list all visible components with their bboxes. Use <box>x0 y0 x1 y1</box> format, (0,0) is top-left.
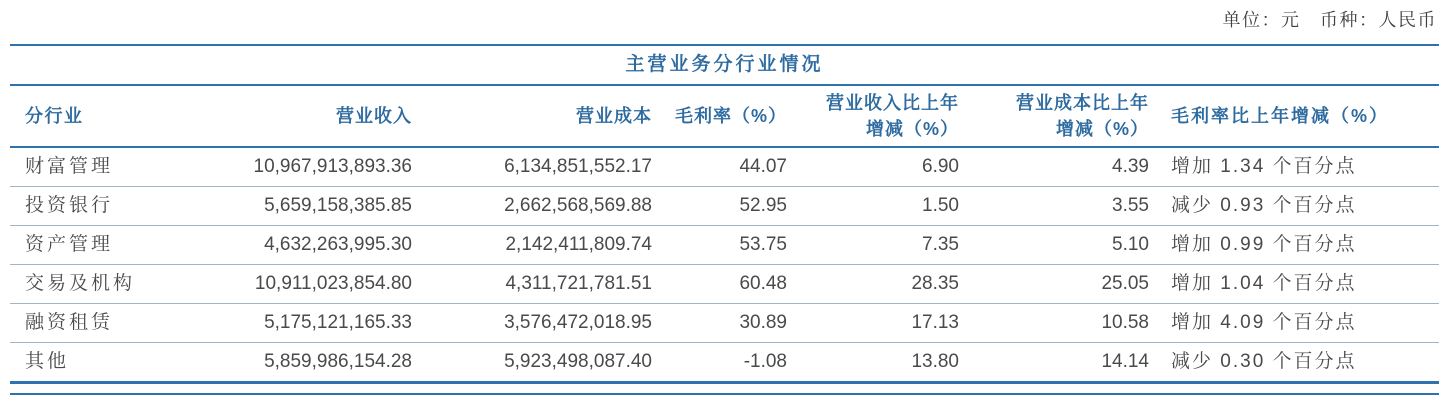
cell-cost-yoy-change: 5.10 <box>1112 234 1149 255</box>
cell-gross-margin: 30.89 <box>739 312 787 333</box>
cell-cost-yoy-change: 25.05 <box>1101 273 1149 294</box>
cell-margin-yoy-change: 增加 1.04 个百分点 <box>1171 273 1357 294</box>
cell-revenue-yoy-change: 13.80 <box>911 351 959 372</box>
cell-cost-yoy-change: 3.55 <box>1112 195 1149 216</box>
cell-gross-margin: 52.95 <box>739 195 787 216</box>
cell-margin-yoy-change: 增加 0.99 个百分点 <box>1171 234 1357 255</box>
cell-revenue-yoy-change: 17.13 <box>911 312 959 333</box>
cell-revenue: 5,859,986,154.28 <box>264 351 412 372</box>
cell-industry: 融资租赁 <box>25 312 114 333</box>
cell-gross-margin: 44.07 <box>739 156 787 177</box>
cell-revenue: 5,175,121,165.33 <box>264 312 412 333</box>
cell-gross-margin: -1.08 <box>743 351 787 372</box>
table-row-trading-institutional <box>10 265 1439 304</box>
header-gross-margin: 毛利率（%） <box>674 105 787 126</box>
table-row-financial-leasing <box>10 304 1439 343</box>
cell-operating-cost: 2,662,568,569.88 <box>504 195 652 216</box>
table-title: 主营业务分行业情况 <box>10 46 1439 86</box>
header-operating-cost: 营业成本 <box>576 105 652 126</box>
cell-operating-cost: 2,142,411,809.74 <box>505 234 652 255</box>
header-industry: 分行业 <box>25 105 84 126</box>
header-cost-yoy-change-label: 营业成本比上年增减（%） <box>1016 92 1149 139</box>
table-row-wealth-management <box>10 148 1439 187</box>
cell-revenue-yoy-change: 6.90 <box>922 156 959 177</box>
cell-revenue-yoy-change: 28.35 <box>911 273 959 294</box>
cell-margin-yoy-change: 增加 1.34 个百分点 <box>1171 156 1357 177</box>
industry-breakdown-table <box>10 44 1439 384</box>
cell-revenue: 5,659,158,385.85 <box>264 195 412 216</box>
cell-industry: 投资银行 <box>25 195 114 216</box>
cell-operating-cost: 3,576,472,018.95 <box>504 312 652 333</box>
cell-revenue: 10,911,023,854.80 <box>254 273 412 294</box>
cell-revenue: 10,967,913,893.36 <box>253 156 412 177</box>
cell-cost-yoy-change: 10.58 <box>1101 312 1149 333</box>
cell-margin-yoy-change: 增加 4.09 个百分点 <box>1171 312 1357 333</box>
cell-margin-yoy-change: 减少 0.30 个百分点 <box>1171 351 1357 372</box>
table-row-asset-management <box>10 226 1439 265</box>
header-revenue-yoy-change <box>787 90 959 142</box>
cell-revenue-yoy-change: 1.50 <box>922 195 959 216</box>
cell-cost-yoy-change: 14.14 <box>1101 351 1149 372</box>
header-cost-yoy-change <box>959 90 1149 142</box>
cell-operating-cost: 4,311,721,781.51 <box>505 273 652 294</box>
cell-revenue: 4,632,263,995.30 <box>264 234 412 255</box>
unit-currency-note: 单位：元 币种：人民币 <box>1222 10 1437 30</box>
cell-cost-yoy-change: 4.39 <box>1112 156 1149 177</box>
cell-revenue-yoy-change: 7.35 <box>922 234 959 255</box>
cell-gross-margin: 53.75 <box>739 234 787 255</box>
cell-margin-yoy-change: 减少 0.93 个百分点 <box>1171 195 1357 216</box>
table-header-row <box>10 86 1439 148</box>
header-revenue-yoy-change-label: 营业收入比上年增减（%） <box>826 92 959 139</box>
header-margin-yoy-change: 毛利率比上年增减（%） <box>1171 105 1390 126</box>
cell-operating-cost: 6,134,851,552.17 <box>504 156 652 177</box>
cell-operating-cost: 5,923,498,087.40 <box>504 351 652 372</box>
table-row-other <box>10 343 1439 381</box>
cell-industry: 其他 <box>25 351 70 372</box>
table-row-investment-banking <box>10 187 1439 226</box>
header-revenue: 营业收入 <box>336 105 412 126</box>
cell-industry: 财富管理 <box>25 156 114 177</box>
cell-gross-margin: 60.48 <box>739 273 787 294</box>
cell-industry: 交易及机构 <box>25 273 136 294</box>
next-table-top-border <box>10 393 1439 395</box>
cell-industry: 资产管理 <box>25 234 114 255</box>
